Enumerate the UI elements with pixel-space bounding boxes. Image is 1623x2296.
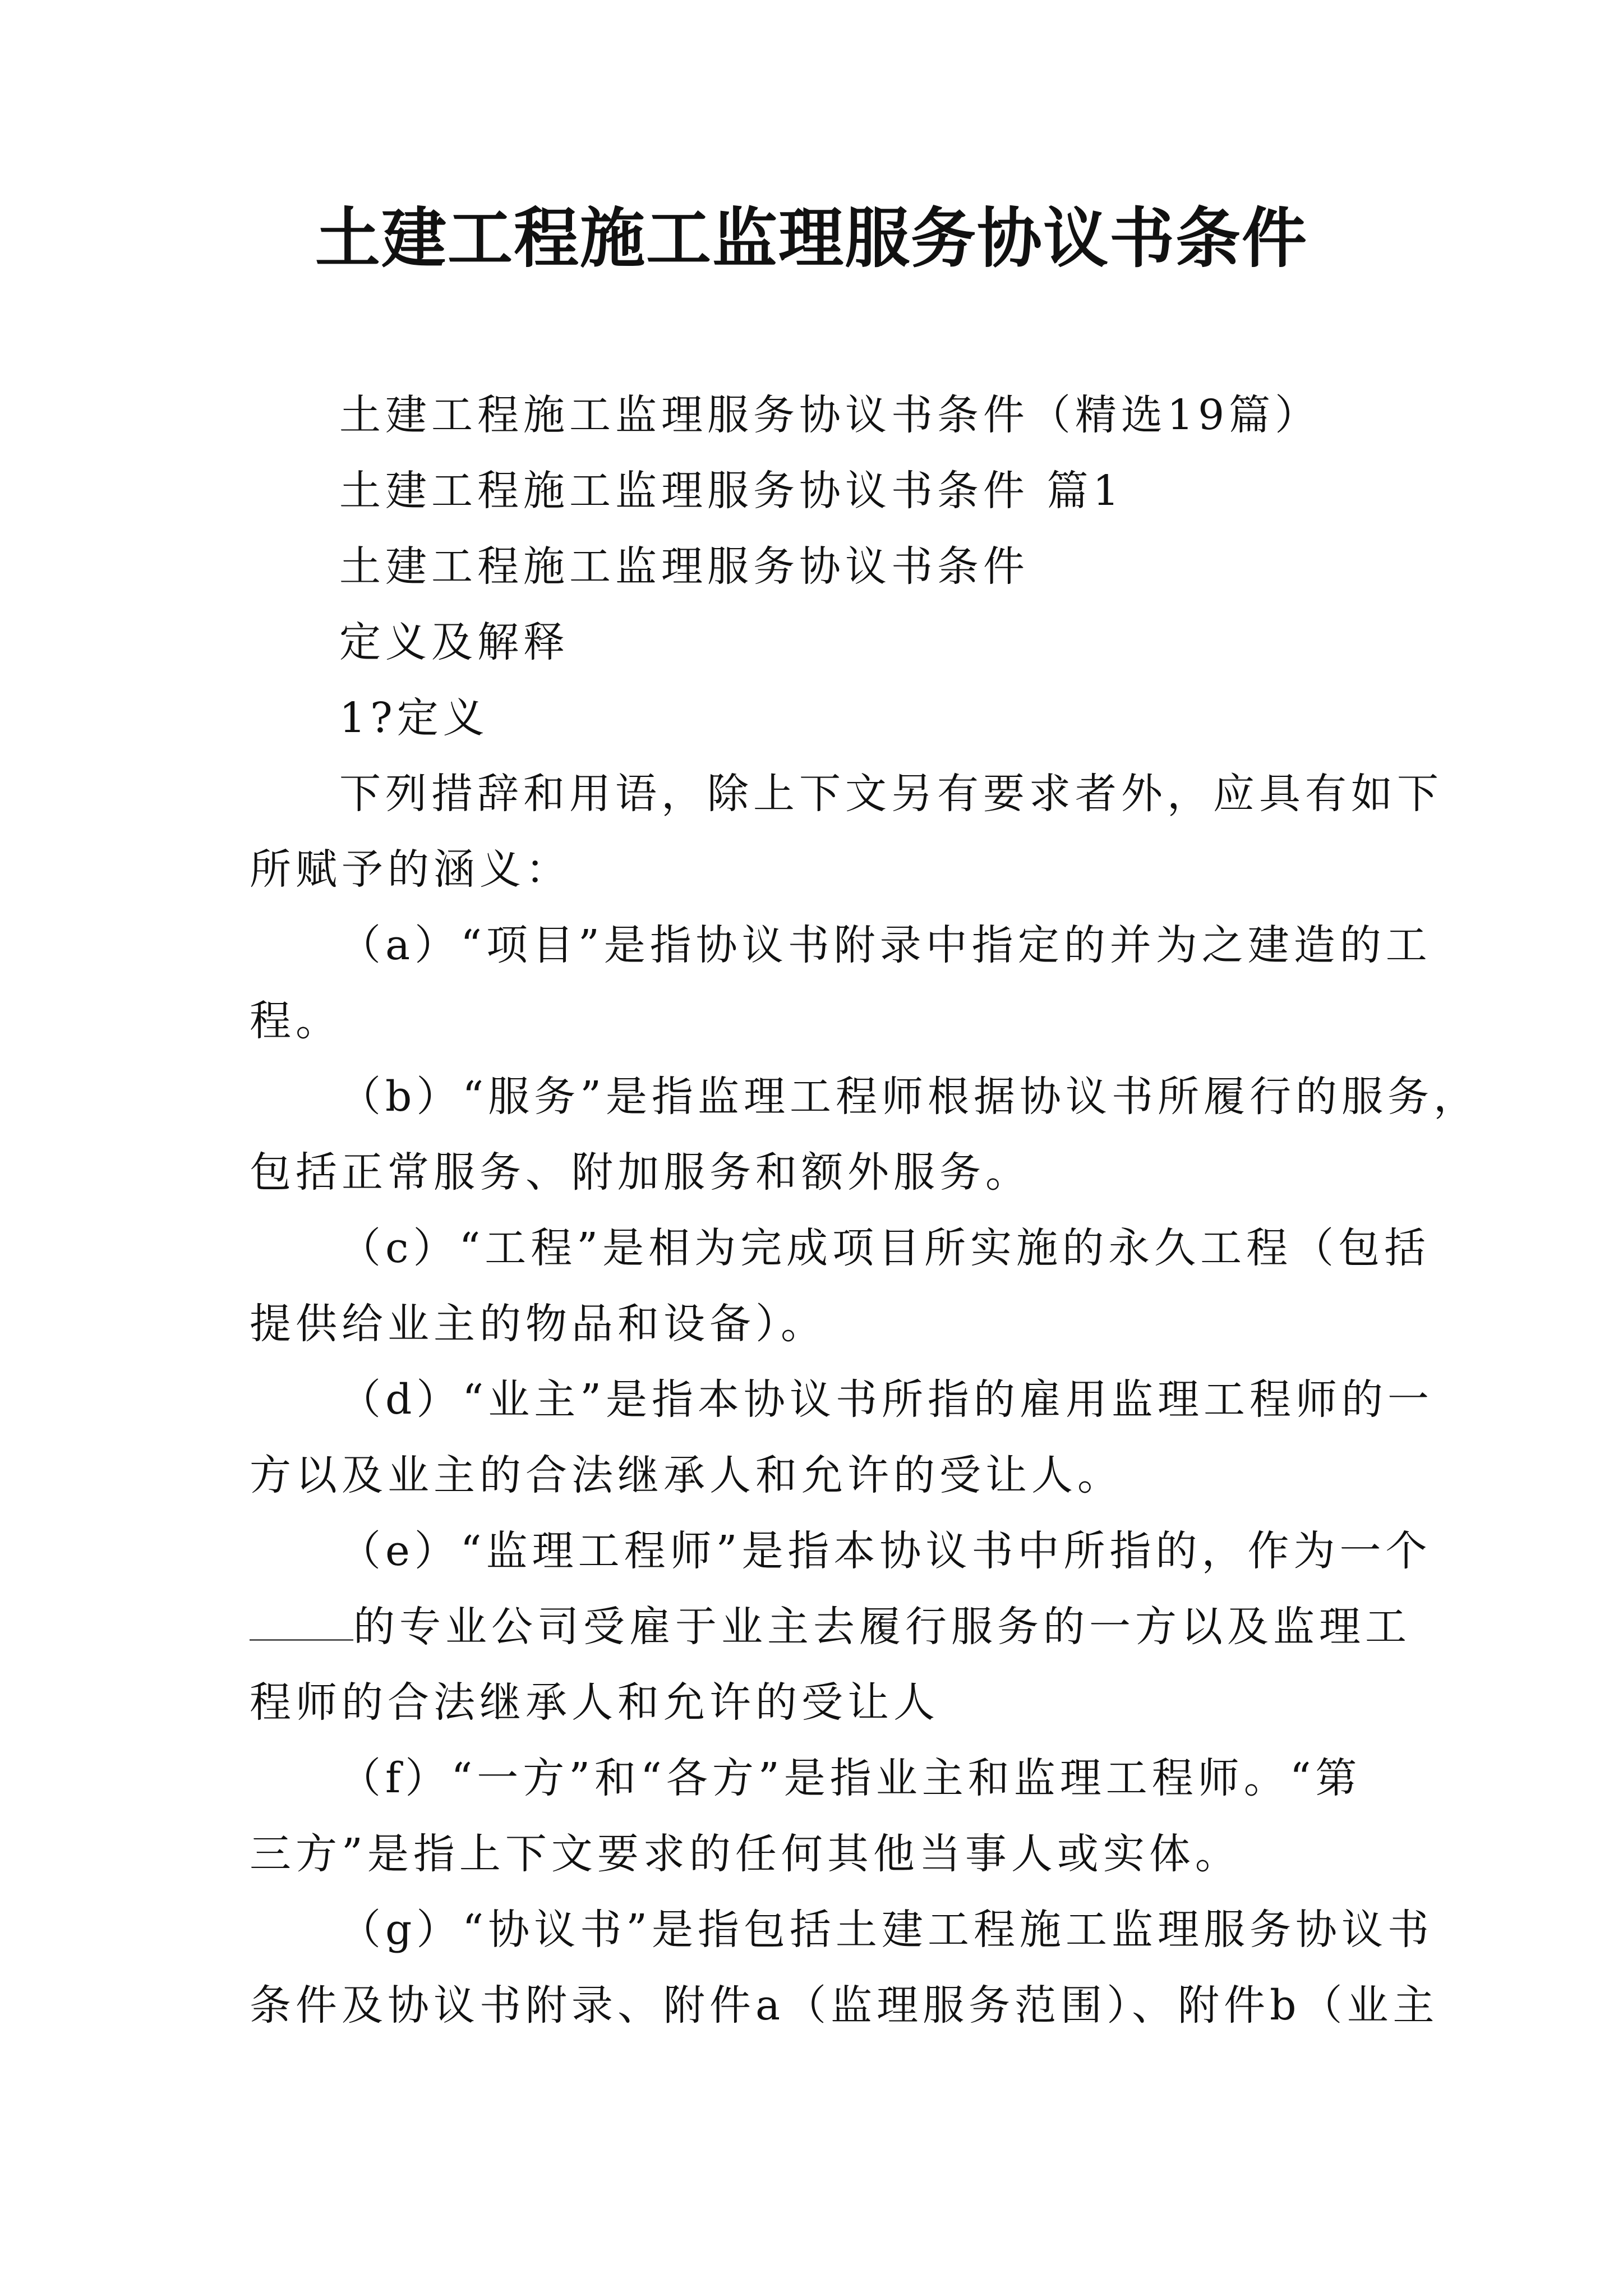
paragraph-line: （e）“监理工程师”是指本协议书中所指的，作为一个 bbox=[339, 1527, 1432, 1575]
paragraph-line-with-blank bbox=[250, 1593, 1623, 1660]
paragraph-line: 所赋予的涵义： bbox=[250, 845, 571, 894]
paragraph-definitions-heading: 定义及解释 bbox=[339, 618, 569, 666]
paragraph-line: 条件及协议书附录、附件a（监理服务范围）、附件b（业主 bbox=[250, 1981, 1439, 2030]
paragraph-line: （b）“服务”是指监理工程师根据协议书所履行的服务， bbox=[339, 1073, 1480, 1121]
paragraph-line: 方以及业主的合法继承人和允许的受让人。 bbox=[250, 1451, 1123, 1499]
paragraph-line-text: 的专业公司受雇于业主去履行服务的一方以及监理工 bbox=[353, 1603, 1411, 1651]
paragraph-line: （d）“业主”是指本协议书所指的雇用监理工程师的一 bbox=[339, 1375, 1434, 1424]
paragraph-line: 程。 bbox=[250, 997, 342, 1045]
paragraph-line: 下列措辞和用语，除上下文另有要求者外，应具有如下 bbox=[339, 770, 1443, 818]
paragraph-line: （g）“协议书”是指包括土建工程施工监理服务协议书 bbox=[339, 1906, 1434, 1954]
paragraph-line: （f）“一方”和“各方”是指业主和监理工程师。“第 bbox=[339, 1754, 1362, 1802]
paragraph-line: 包括正常服务、附加服务和额外服务。 bbox=[250, 1148, 1031, 1197]
paragraph-line: （c）“工程”是相为完成项目所实施的永久工程（包括 bbox=[339, 1224, 1431, 1272]
paragraph-line: 程师的合法继承人和允许的受让人 bbox=[250, 1678, 939, 1727]
paragraph-line: （a）“项目”是指协议书附录中指定的并为之建造的工 bbox=[339, 921, 1432, 969]
paragraph-agreement-title: 土建工程施工监理服务协议书条件 bbox=[339, 542, 1029, 591]
paragraph-subtitle: 土建工程施工监理服务协议书条件（精选19篇） bbox=[339, 391, 1321, 439]
paragraph-line: 三方”是指上下文要求的任何其他当事人或实体。 bbox=[250, 1830, 1241, 1878]
fill-in-blank bbox=[250, 1600, 353, 1641]
paragraph-section-heading: 土建工程施工监理服务协议书条件 篇1 bbox=[339, 467, 1124, 515]
paragraph-definition-number: 1?定义 bbox=[339, 694, 489, 742]
paragraph-line: 提供给业主的物品和设备）。 bbox=[250, 1300, 827, 1348]
document-title: 土建工程施工监理服务协议书条件 bbox=[315, 200, 1308, 277]
